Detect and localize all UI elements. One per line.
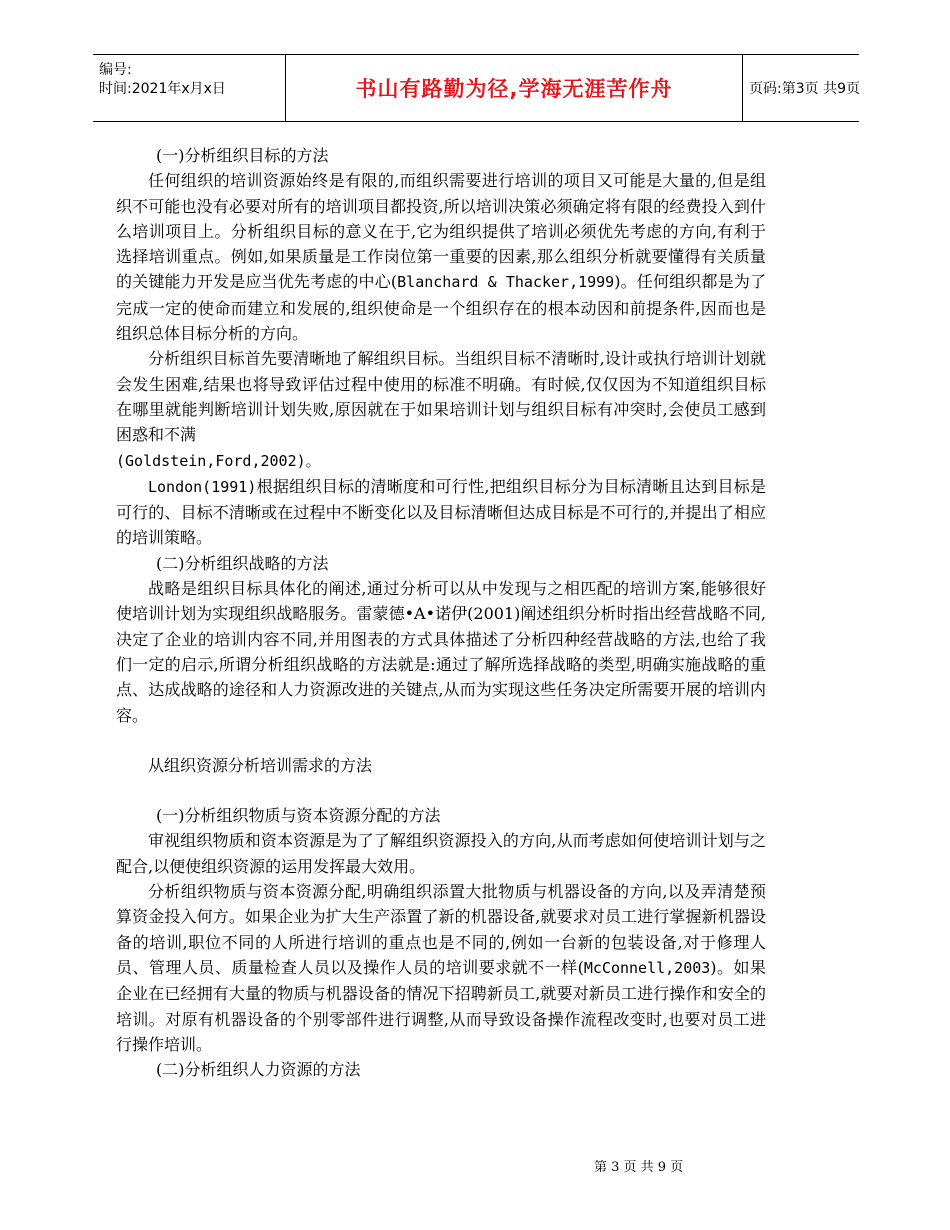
paragraph-5: 审视组织物质和资本资源是为了了解组织资源投入的方向,从而考虑如何使培训计划与之配合,以便使组织资源的运用发挥最大效用。 [116,831,766,876]
header-meta [93,55,285,127]
heading-org-goals: (一)分析组织目标的方法 [156,146,329,165]
time-label: 时间:2021年x月x日 [99,81,226,97]
heading-human-resources: (二)分析组织人力资源的方法 [156,1060,361,1080]
header-page-label: 页码:第3页 共9页 [749,81,860,97]
page-footer: 第 3 页 共 9 页 [594,1160,684,1175]
paragraph-1: 任何组织的培训资源始终是有限的,而组织需要进行培训的项目又可能是大量的,但是组织不可能也没有必要对所有的培训项目都投资,所以培训决策必须确定将有限的经费投入到什么培训项目上。分析组织目标的意义在于,它为组织提供了培训必须优先考虑的方向,有利于选择培训重点。例如,如果质量是工作岗位第一重要的因素,那么组织分析就要懂得有关质量的关键能力开发是应当优先考虑的中心(Blanchard & Thacker,1999)。任何组织都是为了完成一定的使命而建立和发展的,组织使命是一个组织存在的根本动因和前提条件,因而也是组织总体目标分析的方向。 [116,171,766,344]
section-title: 从组织资源分析培训需求的方法 [148,755,373,775]
code-label: 编号: [99,62,132,78]
paragraph-3: London(1991)根据组织目标的清晰度和可行性,把组织目标分为目标清晰且达到目标是可行的、目标不清晰或在过程中不断变化以及目标清晰但达成目标是不可行的,并提出了相应的培训策略。 [116,476,766,548]
header-motto: 书山有路勤为径,学海无涯苦作舟 [285,55,743,121]
paragraph-4: 战略是组织目标具体化的阐述,通过分析可以从中发现与之相匹配的培训方案,能够很好使培训计划为实现组织战略服务。雷蒙德•A•诺伊(2001)阐述组织分析时指出经营战略不同,决定了企业的培训内容不同,并用图表的方式具体描述了分析四种经营战略的方法,也给了我们一定的启示,所谓分析组织战略的方法就是:通过了解所选择战略的类型,明确实施战略的重点、达成战略的途径和人力资源改进的关键点,从而为实现这些任务决定所需要开展的培训内容。 [116,579,766,725]
heading-org-strategy: (二)分析组织战略的方法 [156,553,329,573]
paragraph-2: 分析组织目标首先要清晰地了解组织目标。当组织目标不清晰时,设计或执行培训计划就会发生困难,结果也将导致评估过程中使用的标准不明确。有时候,仅仅因为不知道组织目标在哪里就能判断培训计划失败,原因就在于如果培训计划与组织目标有冲突时,会使员工感到困惑和不满 (Goldstein,Ford,2002)。 [116,349,766,470]
document-body [116,143,766,1082]
paragraph-6: 分析组织物质与资本资源分配,明确组织添置大批物质与机器设备的方向,以及弄清楚预算资金投入何方。如果企业为扩大生产添置了新的机器设备,就要求对员工进行掌握新机器设备的培训,职位不同的人所进行培训的重点也是不同的,例如一台新的包装设备,对于修理人员、管理人员、质量检查人员以及操作人员的培训要求就不一样(McConnell,2003)。如果企业在已经拥有大量的物质与机器设备的情况下招聘新员工,就要对新员工进行操作和安全的培训。对原有机器设备的个别零部件进行调整,从而导致设备操作流程改变时,也要对员工进行操作培训。 [116,882,766,1054]
page-header [93,54,859,122]
heading-material-capital: (一)分析组织物质与资本资源分配的方法 [156,806,441,826]
